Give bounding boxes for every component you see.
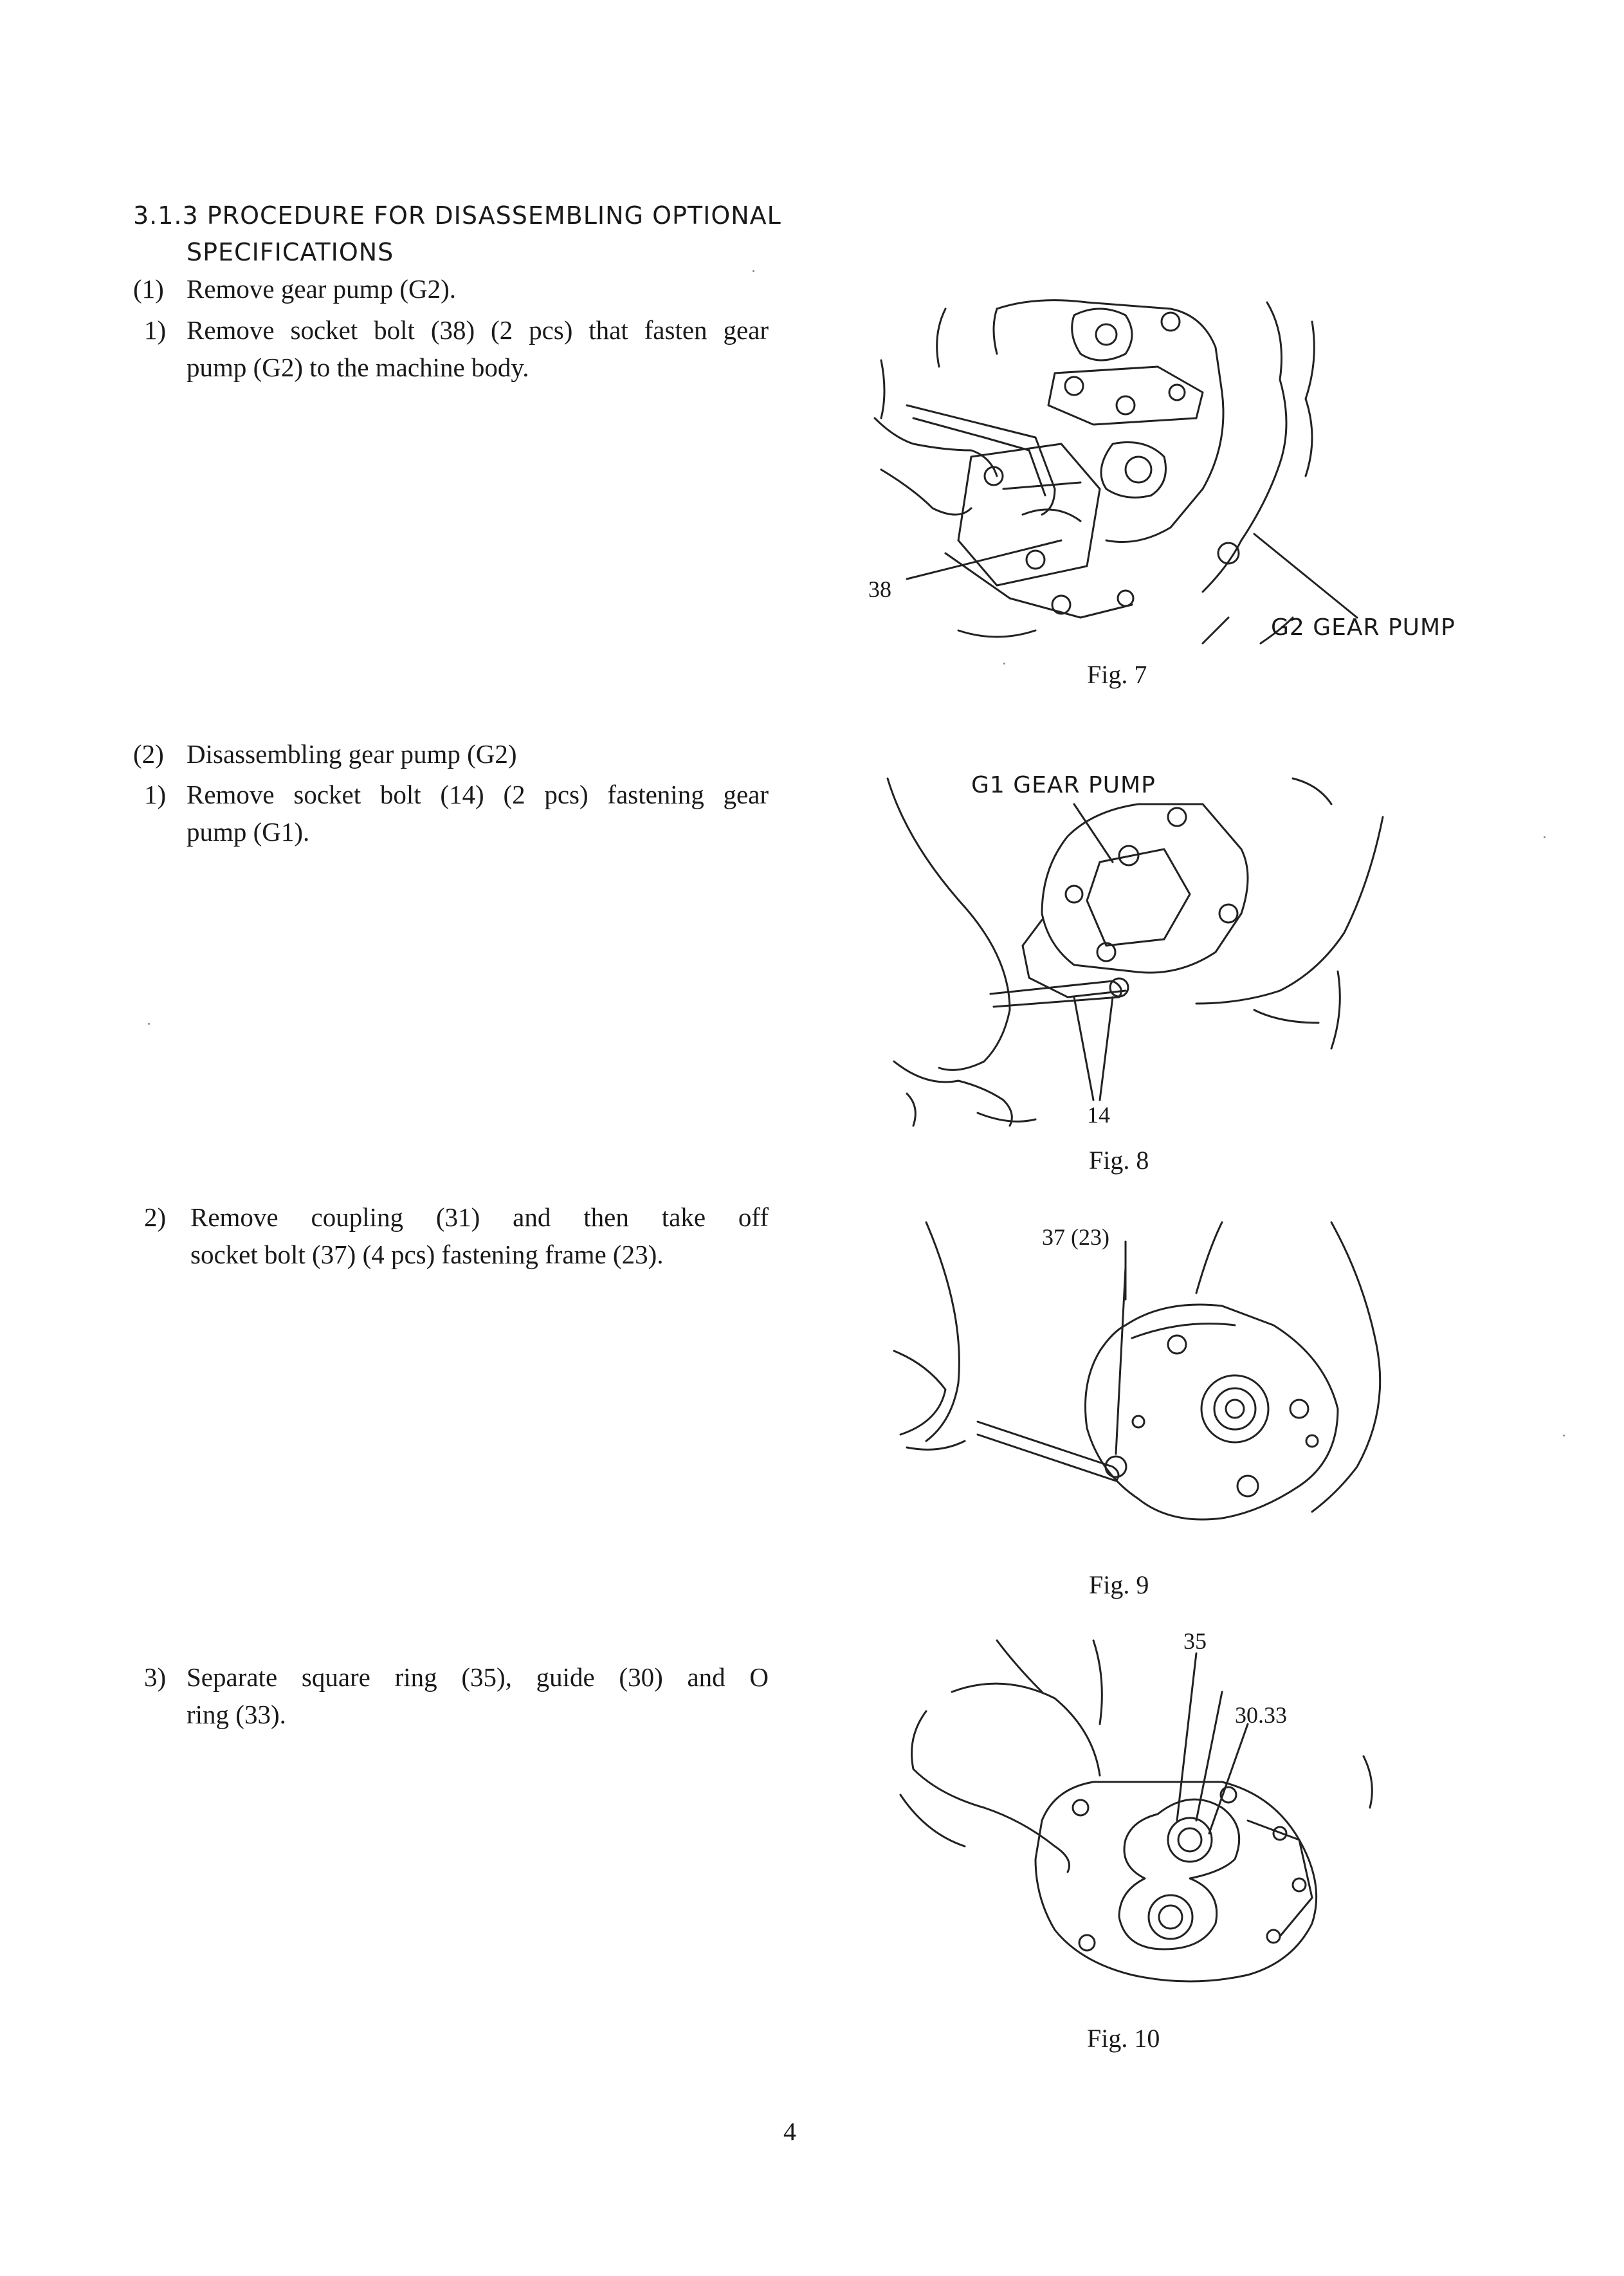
figure-9-label-37-23: 37 (23) [1042, 1224, 1109, 1250]
step-2-2-line2: socket bolt (37) (4 pcs) fastening frame (23). [190, 1240, 664, 1269]
step-2-1-line2: pump (G1). [187, 817, 310, 847]
figure-10-illustration [888, 1628, 1402, 2065]
step-2-number: (2) [133, 739, 164, 769]
figure-10-label-35: 35 [1183, 1628, 1207, 1654]
figure-7-illustration [868, 296, 1479, 708]
figure-7-label-g2-gear-pump: G2 GEAR PUMP [1271, 614, 1455, 641]
scan-speck [1544, 836, 1546, 838]
figure-9-caption: Fig. 9 [1089, 1570, 1149, 1599]
figure-8-caption: Fig. 8 [1089, 1146, 1149, 1175]
figure-8 [881, 766, 1409, 1177]
step-2-2-line1: Remove coupling (31) and then take off [190, 1202, 769, 1232]
figure-9-illustration [888, 1216, 1402, 1615]
scan-speck [753, 270, 754, 272]
step-2-3-line2: ring (33). [187, 1700, 286, 1729]
step-1-1-number: 1) [144, 315, 167, 345]
step-2-text: Disassembling gear pump (G2) [187, 739, 517, 769]
step-1-1-line1: Remove socket bolt (38) (2 pcs) that fasten gear [187, 315, 769, 345]
step-2-1-line1: Remove socket bolt (14) (2 pcs) fastening gear [187, 780, 769, 809]
scan-speck [148, 1023, 150, 1025]
scan-speck [1003, 663, 1005, 665]
step-2-3-number: 3) [144, 1662, 167, 1692]
figure-10 [888, 1628, 1402, 2065]
figure-8-label-14: 14 [1087, 1102, 1110, 1128]
section-heading-line2: SPECIFICATIONS [187, 238, 394, 266]
figure-9 [888, 1216, 1402, 1615]
step-2-1-number: 1) [144, 780, 167, 809]
figure-8-illustration [881, 766, 1409, 1177]
figure-7-caption: Fig. 7 [1087, 660, 1147, 689]
figure-7 [868, 296, 1479, 708]
figure-10-label-30-33: 30.33 [1235, 1702, 1287, 1728]
step-1-1-line2: pump (G2) to the machine body. [187, 353, 529, 382]
step-1-text: Remove gear pump (G2). [187, 274, 456, 304]
step-2-2-number: 2) [144, 1202, 167, 1232]
figure-8-label-g1-gear-pump: G1 GEAR PUMP [971, 772, 1156, 798]
figure-10-caption: Fig. 10 [1087, 2024, 1160, 2053]
step-2-3-line1: Separate square ring (35), guide (30) and O [187, 1662, 769, 1692]
figure-7-label-38: 38 [868, 576, 891, 602]
step-1-number: (1) [133, 274, 164, 304]
page-number: 4 [783, 2117, 796, 2146]
section-heading-line1: 3.1.3 PROCEDURE FOR DISASSEMBLING OPTIONAL [133, 201, 781, 230]
scan-speck [1563, 1435, 1565, 1436]
